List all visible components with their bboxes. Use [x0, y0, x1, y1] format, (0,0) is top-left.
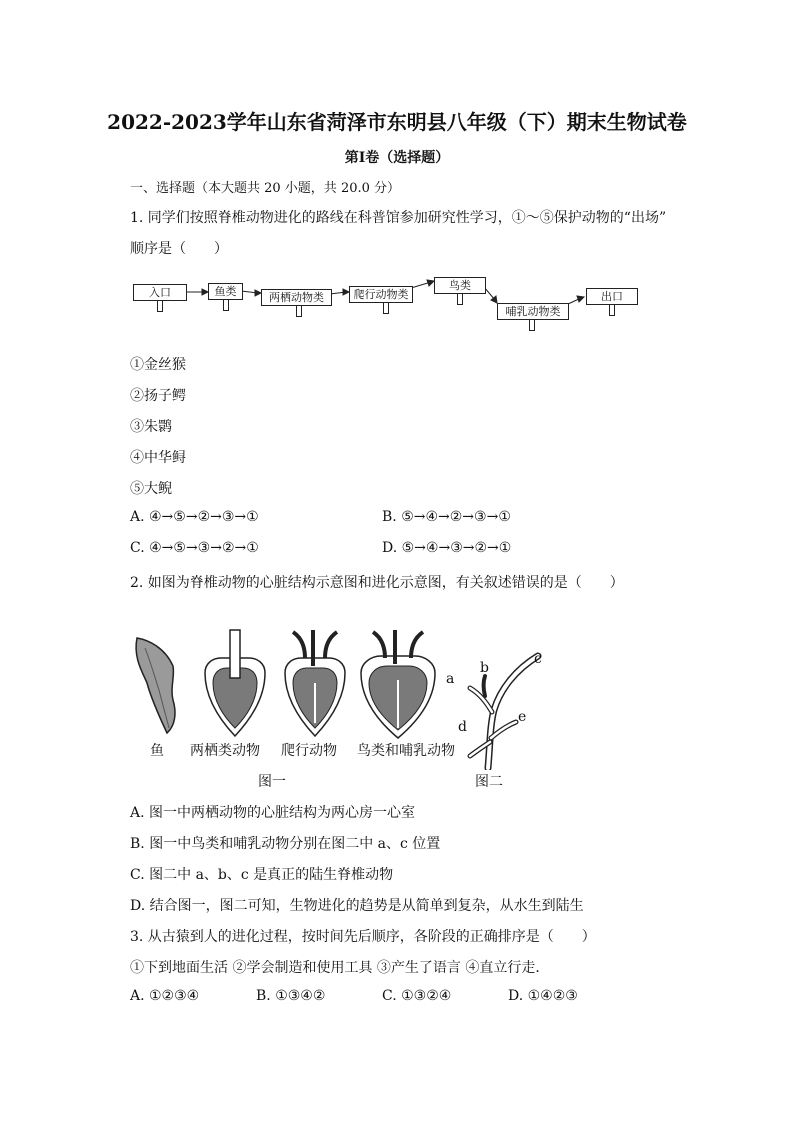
bird-mammal-heart-icon	[361, 630, 435, 738]
q3-items: ①下到地面生活 ②学会制造和使用工具 ③产生了语言 ④直立行走．	[130, 960, 550, 976]
part-heading: 第Ⅰ卷（选择题）	[344, 150, 450, 166]
reptile-heart-icon	[285, 630, 345, 736]
q1-option-a[interactable]: A. ④→⑤→②→③→①	[130, 509, 259, 525]
q2-option-a[interactable]: A. 图一中两栖动物的心脏结构为两心房一心室	[130, 805, 416, 821]
q3-stem: 3. 从古猿到人的进化过程，按时间先后顺序，各阶段的正确排序是（ ）	[130, 929, 596, 945]
flow-stub	[529, 319, 535, 331]
q1-stem-line1: 1. 同学们按照脊椎动物进化的路线在科普馆参加研究性学习，①～⑤保护动物的“出场”	[130, 210, 667, 226]
q1-item-3: ③朱鹮	[130, 419, 172, 435]
q1-item-5: ⑤大鲵	[130, 481, 172, 497]
bird-mammal-label: 鸟类和哺乳动物	[357, 743, 455, 759]
amphibian-heart-icon	[205, 630, 265, 736]
q1-item-1: ①金丝猴	[130, 357, 186, 373]
flow-stub	[223, 299, 229, 311]
q1-option-b[interactable]: B. ⑤→④→②→③→①	[382, 509, 511, 525]
q1-option-c[interactable]: C. ④→⑤→③→②→①	[130, 540, 259, 556]
exam-title: 2022-2023学年山东省菏泽市东明县八年级（下）期末生物试卷	[107, 110, 687, 134]
q1-item-4: ④中华鲟	[130, 450, 186, 466]
section-heading: 一、选择题（本大题共 20 小题，共 20.0 分）	[130, 181, 401, 196]
q2-stem: 2. 如图为脊椎动物的心脏结构示意图和进化示意图，有关叙述错误的是（ ）	[130, 575, 624, 591]
fish-heart-icon	[136, 638, 175, 733]
tree-label-d: d	[458, 719, 467, 735]
flow-box-amphibian: 两栖动物类	[261, 289, 332, 306]
amphibian-label: 两栖类动物	[190, 743, 260, 759]
q3-option-b[interactable]: B. ①③④②	[256, 988, 326, 1004]
q1-item-2: ②扬子鳄	[130, 388, 186, 404]
flow-box-fish: 鱼类	[208, 283, 243, 300]
q1-option-d[interactable]: D. ⑤→④→③→②→①	[382, 540, 512, 556]
q3-option-c[interactable]: C. ①③②④	[382, 988, 452, 1004]
tree-label-c: c	[534, 651, 542, 667]
evolution-tree-icon	[440, 650, 560, 770]
q2-option-b[interactable]: B. 图一中鸟类和哺乳动物分别在图二中 a、c 位置	[130, 836, 441, 852]
q1-stem-line2: 顺序是（ ）	[130, 241, 228, 257]
q2-option-d[interactable]: D. 结合图一，图二可知，生物进化的趋势是从简单到复杂，从水生到陆生	[130, 898, 584, 914]
tree-label-e: e	[518, 709, 527, 725]
q2-option-c[interactable]: C. 图二中 a、b、c 是真正的陆生脊椎动物	[130, 867, 394, 883]
flow-stub	[383, 302, 389, 314]
reptile-label: 爬行动物	[281, 743, 337, 759]
flow-stub	[157, 300, 163, 312]
flow-box-entrance: 入口	[133, 284, 187, 301]
q3-option-d[interactable]: D. ①④②③	[508, 988, 578, 1004]
flow-box-mammal: 哺乳动物类	[497, 303, 569, 320]
flow-box-bird: 鸟类	[434, 277, 486, 294]
figure-2-caption: 图二	[475, 774, 503, 790]
figure-1-caption: 图一	[258, 774, 286, 790]
q3-option-a[interactable]: A. ①②③④	[130, 988, 200, 1004]
flow-stub	[609, 304, 615, 316]
flow-stub	[296, 305, 302, 317]
flow-stub	[457, 293, 463, 305]
flow-box-exit: 出口	[586, 288, 638, 305]
heart-diagrams	[125, 628, 485, 743]
tree-label-b: b	[480, 660, 489, 676]
tree-label-a: a	[446, 671, 455, 687]
flow-box-reptile: 爬行动物类	[349, 286, 413, 303]
fish-label: 鱼	[150, 743, 164, 759]
